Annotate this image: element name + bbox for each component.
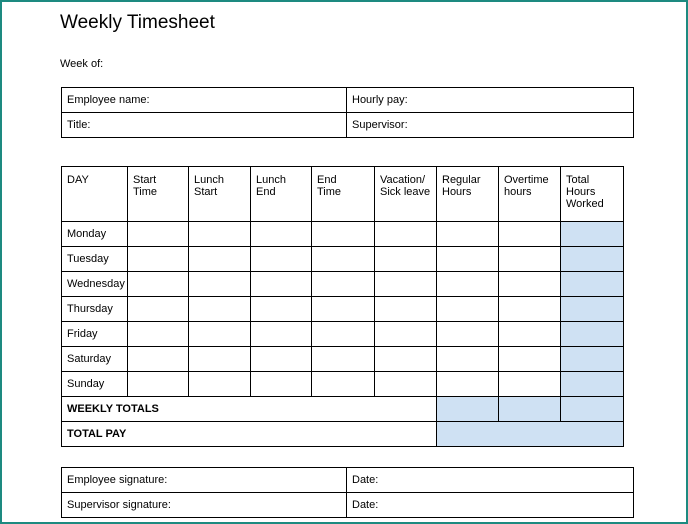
column-header-start-time: Start Time [128,167,189,222]
supervisor-field[interactable] [347,113,634,138]
day-row [62,322,624,347]
page-title: Weekly Timesheet [60,12,215,33]
hourly-pay-label: Hourly pay: [352,94,408,106]
column-header-overtime-hours: Overtime hours [499,167,561,222]
day-row [62,247,624,272]
start-time-cell[interactable] [128,347,189,372]
supervisor-label: Supervisor: [352,119,408,131]
end-time-cell[interactable] [312,297,375,322]
overtime-hours-cell[interactable] [499,247,561,272]
total-hours-cell[interactable] [561,222,624,247]
start-time-cell[interactable] [128,247,189,272]
employee-name-field[interactable] [62,88,347,113]
lunch-start-cell[interactable] [189,322,251,347]
column-header-vacation-sick: Vacation/ Sick leave [375,167,437,222]
start-time-cell[interactable] [128,222,189,247]
total-pay-cell[interactable] [437,422,624,447]
day-label: Wednesday [62,272,128,297]
lunch-end-cell[interactable] [251,272,312,297]
date-label: Date: [352,474,379,486]
vacation-sick-cell[interactable] [375,272,437,297]
total-hours-cell[interactable] [561,272,624,297]
vacation-sick-cell[interactable] [375,222,437,247]
total-hours-cell[interactable] [561,247,624,272]
lunch-end-cell[interactable] [251,222,312,247]
total-hours-total-cell[interactable] [561,397,624,422]
vacation-sick-cell[interactable] [375,322,437,347]
header-row [62,167,624,222]
end-time-cell[interactable] [312,272,375,297]
employee-signature-label: Employee signature: [67,474,168,486]
weekly-totals-row [62,397,624,422]
day-row [62,222,624,247]
hourly-pay-field[interactable] [347,88,634,113]
day-label: Monday [62,222,128,247]
day-row [62,297,624,322]
overtime-hours-cell[interactable] [499,297,561,322]
overtime-hours-cell[interactable] [499,347,561,372]
timesheet-table [61,166,624,447]
regular-hours-total-cell[interactable] [437,397,499,422]
lunch-end-cell[interactable] [251,347,312,372]
day-label: Friday [62,322,128,347]
day-row [62,372,624,397]
day-rows [62,222,624,397]
title-field[interactable] [62,113,347,138]
end-time-cell[interactable] [312,247,375,272]
overtime-hours-cell[interactable] [499,272,561,297]
column-header-total-hours: Total Hours Worked [561,167,624,222]
start-time-cell[interactable] [128,272,189,297]
end-time-cell[interactable] [312,372,375,397]
regular-hours-cell[interactable] [437,297,499,322]
supervisor-signature-field[interactable] [62,493,347,518]
column-header-lunch-start: Lunch Start [189,167,251,222]
table-row [62,88,634,113]
total-pay-label: TOTAL PAY [62,422,437,447]
vacation-sick-cell[interactable] [375,372,437,397]
vacation-sick-cell[interactable] [375,297,437,322]
lunch-start-cell[interactable] [189,347,251,372]
overtime-hours-cell[interactable] [499,222,561,247]
end-time-cell[interactable] [312,347,375,372]
start-time-cell[interactable] [128,322,189,347]
lunch-end-cell[interactable] [251,247,312,272]
total-hours-cell[interactable] [561,322,624,347]
start-time-cell[interactable] [128,297,189,322]
end-time-cell[interactable] [312,322,375,347]
day-row [62,272,624,297]
total-hours-cell[interactable] [561,347,624,372]
week-of-label: Week of: [60,58,104,70]
supervisor-signature-label: Supervisor signature: [67,499,171,511]
regular-hours-cell[interactable] [437,372,499,397]
day-label: Tuesday [62,247,128,272]
column-header-day: DAY [62,167,128,222]
vacation-sick-cell[interactable] [375,347,437,372]
total-hours-cell[interactable] [561,297,624,322]
supervisor-date-field[interactable] [347,493,634,518]
overtime-hours-cell[interactable] [499,322,561,347]
lunch-start-cell[interactable] [189,272,251,297]
employee-signature-field[interactable] [62,468,347,493]
day-row [62,347,624,372]
lunch-end-cell[interactable] [251,322,312,347]
lunch-end-cell[interactable] [251,372,312,397]
table-row [62,493,634,518]
total-hours-cell[interactable] [561,372,624,397]
lunch-start-cell[interactable] [189,247,251,272]
day-label: Sunday [62,372,128,397]
regular-hours-cell[interactable] [437,272,499,297]
lunch-start-cell[interactable] [189,297,251,322]
employee-name-label: Employee name: [67,94,150,106]
employee-info-table [61,87,634,138]
employee-date-field[interactable] [347,468,634,493]
regular-hours-cell[interactable] [437,347,499,372]
total-pay-row [62,422,624,447]
column-header-regular-hours: Regular Hours [437,167,499,222]
date-label: Date: [352,499,379,511]
table-row [62,468,634,493]
column-header-lunch-end: Lunch End [251,167,312,222]
title-label: Title: [67,119,91,131]
lunch-start-cell[interactable] [189,372,251,397]
start-time-cell[interactable] [128,372,189,397]
signature-table [61,467,634,518]
lunch-end-cell[interactable] [251,297,312,322]
end-time-cell[interactable] [312,222,375,247]
column-header-end-time: End Time [312,167,375,222]
vacation-sick-cell[interactable] [375,247,437,272]
overtime-hours-total-cell[interactable] [499,397,561,422]
regular-hours-cell[interactable] [437,247,499,272]
weekly-totals-label: WEEKLY TOTALS [62,397,437,422]
table-row [62,113,634,138]
overtime-hours-cell[interactable] [499,372,561,397]
regular-hours-cell[interactable] [437,222,499,247]
regular-hours-cell[interactable] [437,322,499,347]
lunch-start-cell[interactable] [189,222,251,247]
day-label: Thursday [62,297,128,322]
day-label: Saturday [62,347,128,372]
